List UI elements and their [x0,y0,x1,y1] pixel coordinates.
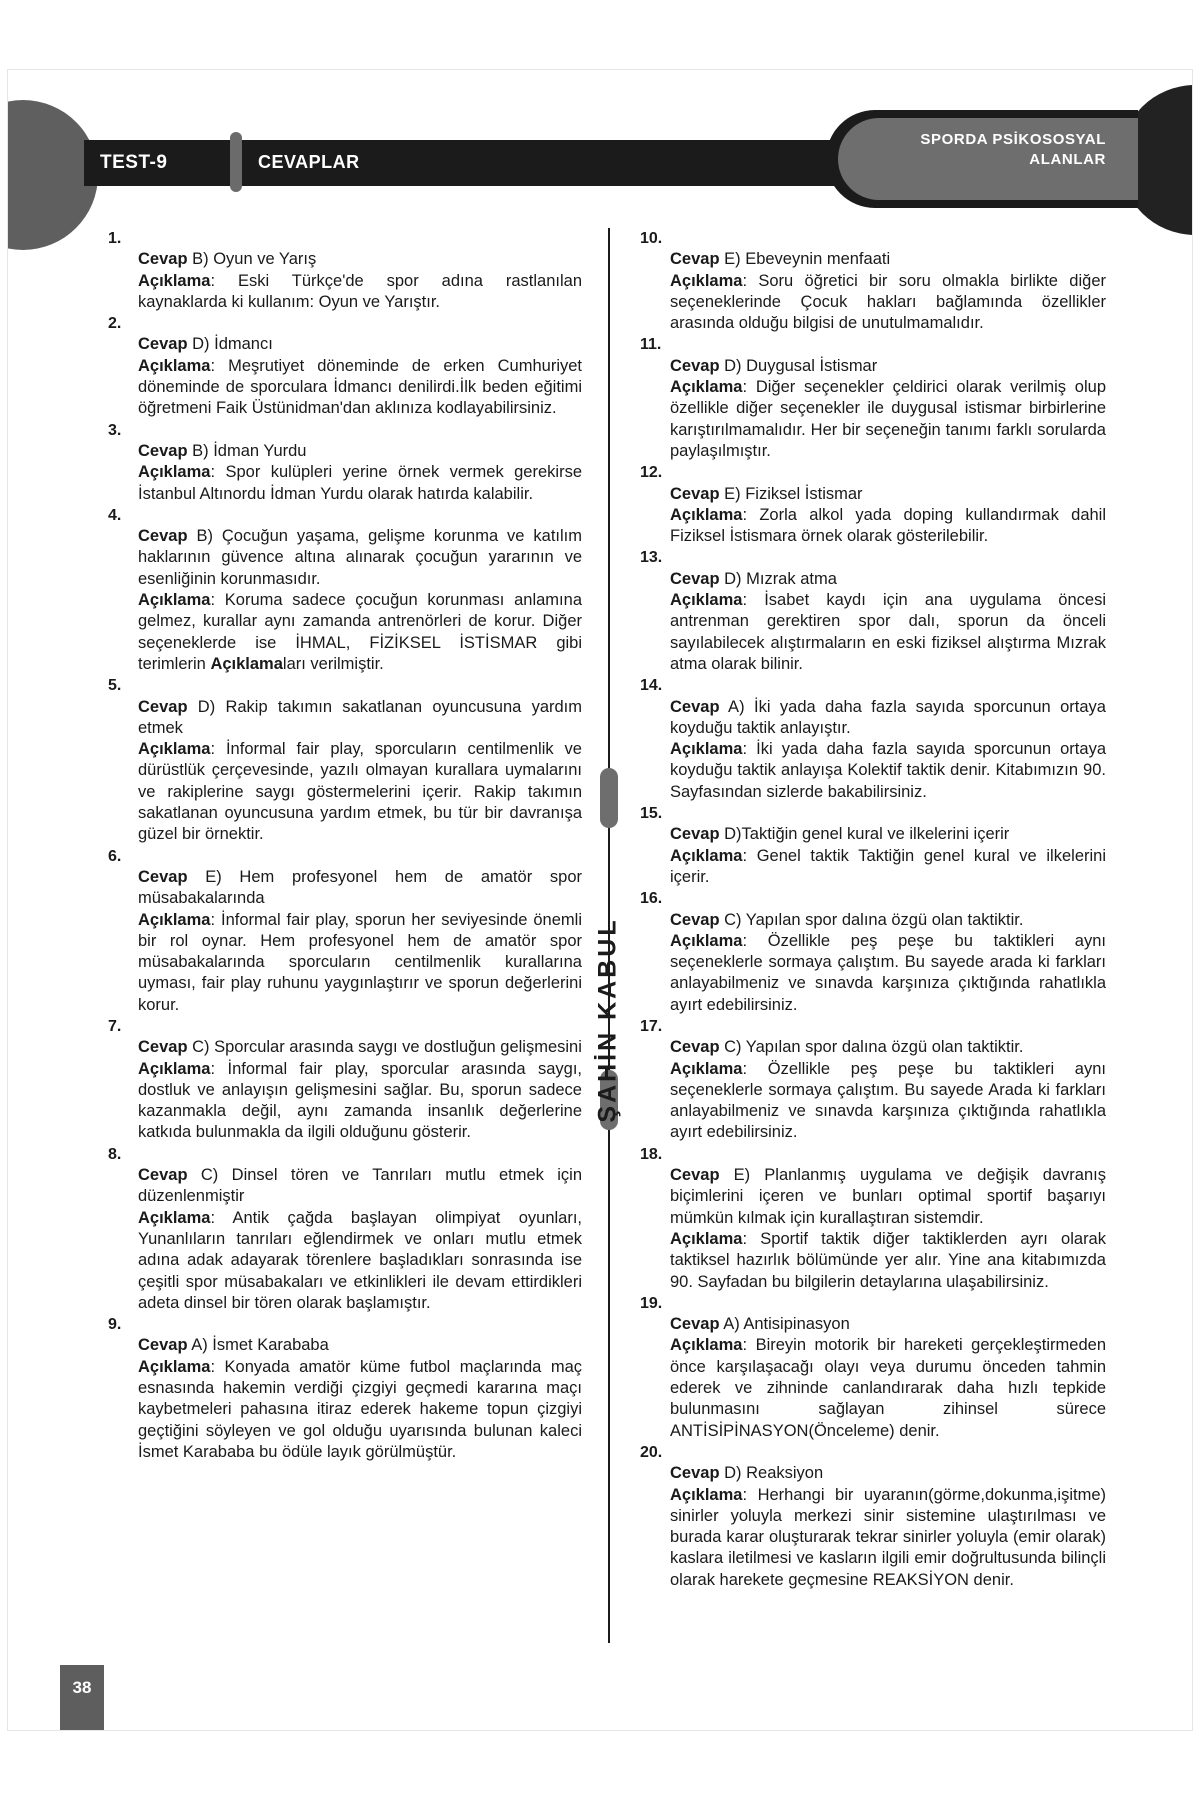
explanation-text: : Eski Türkçe'de spor adına rastlanılan kaynaklarda ki kullanım: Oyun ve Yarıştır. [138,271,582,311]
explanation-prefix: Açıklama [138,463,211,482]
question-number: 8. [108,1145,122,1163]
explanation-line [670,1059,1106,1144]
explanation-text: : İki yada daha fazla sayıda sporcunun ortaya koyduğu taktik anlayışa Kolektif taktik denir. Kitabımızın 90. Sayfasından sizlerde bakabilirsiniz. [670,740,1106,801]
answer-line [670,910,1106,931]
explanation-text: : Özellikle peş peşe bu taktikleri aynı seçeneklerle sormaya çalıştım. Bu sayede arada ki farkları anlayabilmeniz ve sınavda karşınıza çıktığında rahatlıkla ayırt edebilirsiniz. [670,931,1106,1014]
answer-body [640,697,1106,803]
question-number: 11. [640,336,662,354]
answer-line [670,249,1106,270]
answer-body [640,484,1106,548]
explanation-text: : Özellikle peş peşe bu taktikleri aynı seçeneklerle sormaya çalıştım. Bu sayede Arada ki farkları anlayabilmeniz ve sınavda karşınıza çıktığında rahatlıkla ayırt edebilirsiniz. [670,1059,1106,1142]
explanation-line [670,377,1106,462]
explanation-text: : Konyada amatör küme futbol maçlarında maç esnasında hakemin verdiği çizgiyi geçmedi kararına maçı kaybetmeleri pahasına itiraz ederek hakeme topun çizgiyi geçtiğini söyleyen ve gol olduğu uyarısında bulunan kaleci İsmet Karababa bu ödüle layık görülmüştür. [138,1357,582,1461]
answer-prefix: Cevap [670,1166,720,1185]
explanation-text: : Herhangi bir uyaranın(görme,dokunma,işitme) sinirler yoluyla merkezi sinir sistemine ulaştırılması ve burada karar oluşturarak tekrar sinirler yoluyla (emir olarak) kaslara iletilmesi ve kasların ilgili emir doğrultusunda bilinçli olarak harekete geçmesine REAKSİYON denir. [670,1485,1106,1589]
answer-text: D) Duygusal İstismar [719,356,878,375]
answer-text: B) İdman Yurdu [187,441,307,460]
explanation-text: : Sportif taktik diğer taktiklerden ayrı olarak taktiksel hazırlık bölümünde yer alır. Yine ana kitabımızda 90. Sayfadan bu bilgilerin detaylarına ulaşabilirsiniz. [670,1229,1106,1291]
question-number: 19. [640,1294,663,1312]
explanation-prefix: Açıklama [138,1357,211,1376]
explanation-text: : Spor kulüpleri yerine örnek vermek gerekirse İstanbul Altınordu İdman Yurdu olarak hatırda kalabilir. [138,463,582,503]
answer-item [108,1144,582,1314]
answer-body [640,1037,1106,1143]
answer-line [670,569,1106,590]
question-number: 1. [108,230,122,247]
answer-prefix: Cevap [670,910,720,929]
answer-text: A) İki yada daha fazla sayıda sporcunun ortaya koyduğu taktik anlayıştır. [670,697,1106,737]
answer-item [108,1016,582,1144]
answer-line [138,334,582,355]
question-number: 2. [108,315,122,333]
answer-text: C) Dinsel tören ve Tanrıları mutlu etmek için düzenlenmiştir [138,1166,582,1206]
question-number: 10. [640,230,663,247]
answer-text: A) İsmet Karababa [187,1336,329,1355]
question-number: 20. [640,1443,663,1461]
explanation-prefix: Açıklama [670,1229,743,1248]
answer-prefix: Cevap [138,697,188,716]
answer-body [108,1335,582,1463]
answer-body [640,1165,1106,1293]
explanation-text: : İnformal fair play, sporcuların centilmenlik ve dürüstlük çerçevesinde, yazılı olmayan kurallara uymalarını ve rakiplerine saygı göstermelerini içerir. Rakip takımın sakatlanan oyuncusuna yardım etmek, bu tür bir davranışa güzel bir örnektir. [138,740,582,844]
answer-prefix: Cevap [670,1464,720,1483]
answer-item [640,1016,1106,1144]
answer-body [108,441,582,505]
explanation-prefix: Açıklama [138,356,211,375]
explanation-prefix: Açıklama [670,271,743,290]
explanation-text: : Zorla alkol yada doping kullandırmak dahil Fiziksel İstismara örnek olarak gösterilebilir. [670,505,1106,546]
answer-text: E) Planlanmış uygulama ve değişik davranış biçimlerini içeren ve bunları optimal sportif başarıyı mümkün kılmak için kurallaştıran sistemdir. [670,1166,1106,1227]
answer-text: D) Reaksiyon [719,1464,824,1483]
question-number: 13. [640,549,663,567]
explanation-line [138,1208,582,1314]
answer-text: E) Fiziksel İstismar [719,484,863,503]
answer-item [640,1442,1106,1591]
answer-prefix: Cevap [138,1166,188,1185]
explanation-line [670,1335,1106,1441]
answer-line [138,249,582,270]
answer-item [108,420,582,505]
question-number: 17. [640,1017,663,1035]
answer-line [670,697,1106,740]
answer-text: D)Taktiğin genel kural ve ilkelerini içerir [719,825,1010,844]
explanation-line [670,1229,1106,1293]
answer-text: B) Oyun ve Yarış [187,250,317,269]
answer-line [670,1314,1106,1335]
subject-title-line2: ALANLAR [1029,151,1106,168]
answer-prefix: Cevap [670,697,720,716]
explanation-line [670,590,1106,675]
question-number: 7. [108,1017,122,1035]
page-number: 38 [60,1665,104,1730]
answer-line [670,824,1106,845]
question-number: 4. [108,506,122,524]
explanation-text: : Meşrutiyet döneminde de erken Cumhuriyet döneminde de sporculara İdmancı denilirdi.İlk beden eğitimi öğretmeni Faik Üstünidman'dan aklınıza kodlayabilirsiniz. [138,356,582,418]
test-label: TEST-9 [100,152,168,173]
answer-item [108,1314,582,1463]
question-number: 6. [108,847,122,865]
explanation-text: : Koruma sadece çocuğun korunması anlamına gelmez, kurallar aynı zamanda antrenörleri de korur. Diğer seçeneklerde ise İHMAL, FİZİKSEL İSTİSMAR gibi terimlerin [138,591,582,673]
answer-item [640,228,1106,334]
subject-title-line1: SPORDA PSİKOSOSYAL [920,131,1106,148]
explanation-line [138,910,582,1016]
page-sheet [8,70,1192,1730]
explanation-prefix: Açıklama [670,931,743,950]
answer-item [640,1144,1106,1293]
answer-prefix: Cevap [670,356,720,375]
answer-body [108,697,582,846]
answer-prefix: Cevap [670,1315,720,1334]
answer-item [108,313,582,419]
answer-body [108,526,582,675]
explanation-text: : Antik çağda başlayan olimpiyat oyunları, Yunanlıların tanrıları eğlendirmek ve onları mutlu etmek adına adak adayarak törenlere başladıkları sonrasında ise çeşitli spor müsabakaları ve etkinlikleri ile devam ettirdikleri adeta dinsel bir tören olarak başlamıştır. [138,1208,582,1312]
answer-prefix: Cevap [138,250,188,269]
header-bar [84,140,874,186]
explanation-prefix: Açıklama [138,271,211,290]
answer-body [640,824,1106,888]
explanation-line [138,739,582,845]
explanation-line [138,1059,582,1144]
answer-body [108,1165,582,1314]
question-number: 14. [640,677,663,695]
question-number: 16. [640,890,663,908]
answer-prefix: Cevap [138,335,188,354]
answer-item [108,505,582,675]
question-number: 5. [108,677,122,695]
answer-body [108,249,582,313]
answer-prefix: Cevap [138,441,188,460]
answer-prefix: Cevap [138,527,188,546]
explanation-prefix: Açıklama [670,1336,743,1355]
answer-text: D) Mızrak atma [719,569,837,588]
answer-body [640,569,1106,675]
divider-accent-top [600,768,618,828]
answer-text: A) Antisipinasyon [719,1315,850,1334]
answer-item [108,675,582,845]
answer-item [640,888,1106,1016]
explanation-text: : Diğer seçenekler çeldirici olarak verilmiş olup özellikle diğer seçenekler ile duygusal istismar birbirlerine karıştırılmamalıdır. Her bir seçeneğin tanımı farklı sorularda paylaşılmıştır. [670,378,1106,460]
answer-prefix: Cevap [138,867,188,886]
answer-body [640,1463,1106,1591]
explanation-line [670,846,1106,889]
answer-item [108,846,582,1016]
answer-item [108,228,582,313]
explanation-prefix: Açıklama [670,378,743,397]
answer-text: B) Çocuğun yaşama, gelişme korunma ve katılım haklarının güvence altına alınarak çocuğun yararının ve esenliğinin korunmasıdır. [138,527,582,588]
header-separator [230,132,242,192]
answer-line [138,867,582,910]
explanation-prefix: Açıklama [670,846,743,865]
answer-item [640,675,1106,803]
answer-body [640,356,1106,462]
explanation-prefix: Açıklama [670,740,743,759]
answer-line [670,484,1106,505]
explanation-line [670,931,1106,1016]
answer-prefix: Cevap [138,1336,188,1355]
explanation-prefix: Açıklama [138,910,211,929]
answers-column-left [108,228,582,1463]
question-number: 18. [640,1145,663,1163]
answer-text: C) Sporcular arasında saygı ve dostluğun gelişmesini [187,1038,582,1057]
answer-body [108,867,582,1016]
explanation-line [670,505,1106,548]
explanation-text: : Soru öğretici bir soru olmakla birlikte diğer seçeneklerinde Çocuk hakları bağlamında özellikler arasında olduğu bilgisi de unutulmamalıdır. [670,271,1106,333]
answer-body [640,910,1106,1016]
answer-line [138,526,582,590]
answer-text: D) İdmancı [187,335,273,354]
answer-line [138,1335,582,1356]
explanation-prefix: Açıklama [138,591,211,610]
answer-prefix: Cevap [670,250,720,269]
explanation-prefix: Açıklama [138,1059,211,1078]
explanation-text: : İnformal fair play, sporcular arasında saygı, dostluk ve anlayışın gelişmesini sağlar. Bu, sporun sadece kazanmakla değil, aynı zamanda insanlık değerlerine katkıda bulunmakla da ilgili olduğunu gösterir. [138,1059,582,1142]
explanation-text: : İnformal fair play, sporun her seviyesinde önemli bir rol oynar. Hem profesyonel hem de amatör spor müsabakalarında sporcuların centilmenlik kurallarına uyması, fair play ruhunu yaygınlaştırır ve sporun değerlerini korur. [138,910,582,1014]
answer-item [640,547,1106,675]
answer-line [138,1037,582,1058]
explanation-prefix: Açıklama [670,1059,743,1078]
explanation-line [670,1485,1106,1591]
answers-column-right [640,228,1106,1591]
answer-line [670,1463,1106,1484]
answer-text: E) Hem profesyonel hem de amatör spor müsabakalarında [138,867,582,908]
answer-line [670,1037,1106,1058]
answer-prefix: Cevap [670,569,720,588]
answer-text: E) Ebeveynin menfaati [719,250,891,269]
answer-prefix: Cevap [670,1038,720,1057]
explanation-tail: ları verilmiştir. [282,654,384,673]
answer-prefix: Cevap [138,1038,188,1057]
explanation-prefix: Açıklama [670,1485,743,1504]
answer-body [640,249,1106,334]
answer-body [108,1037,582,1143]
answer-text: C) Yapılan spor dalına özgü olan taktiktir. [719,910,1024,929]
answer-line [138,441,582,462]
author-name-vertical: ŞAHİN KABUL [593,917,622,1123]
answer-body [640,1314,1106,1442]
question-number: 15. [640,805,663,823]
answer-item [640,1293,1106,1442]
section-label: CEVAPLAR [258,152,360,172]
explanation-prefix: Açıklama [138,1208,211,1227]
subject-title [858,130,1106,170]
answer-prefix: Cevap [670,825,720,844]
answer-item [640,803,1106,888]
explanation-line [670,739,1106,803]
answer-item [640,334,1106,462]
explanation-prefix: Açıklama [138,740,211,759]
answer-body [108,334,582,419]
explanation-line [138,1357,582,1463]
explanation-line [138,590,582,675]
explanation-prefix: Açıklama [670,505,743,524]
answer-item [640,462,1106,547]
explanation-line [138,356,582,420]
explanation-line [138,271,582,314]
answer-line [670,356,1106,377]
explanation-line [670,271,1106,335]
explanation-inline-bold: Açıklama [210,654,283,673]
answer-line [138,697,582,740]
answer-prefix: Cevap [670,484,720,503]
answer-text: D) Rakip takımın sakatlanan oyuncusuna yardım etmek [138,697,582,737]
explanation-text: : Bireyin motorik bir hareketi gerçekleştirmeden önce karşılaşacağı olayı veya durumu önceden tahmin ederek ve zihninde canlandırarak daha hızlı tepkide bulunmasını sağlayan zihinsel sürece ANTİSİPİNASYON(Önceleme) denir. [670,1336,1106,1440]
question-number: 12. [640,464,663,482]
answer-line [670,1165,1106,1229]
explanation-line [138,462,582,505]
explanation-text: : İsabet kaydı için ana uygulama öncesi antrenman gerektiren spor dalı, sporun da önceli sayılabilecek alıştırmaların en eski fiziksel alıştırma Mızrak atma olarak bilinir. [670,591,1106,673]
explanation-prefix: Açıklama [670,591,743,610]
answer-text: C) Yapılan spor dalına özgü olan taktiktir. [719,1038,1024,1057]
answer-line [138,1165,582,1208]
question-number: 9. [108,1316,122,1334]
explanation-text: : Genel taktik Taktiğin genel kural ve ilkelerini içerir. [670,846,1106,886]
question-number: 3. [108,421,122,439]
